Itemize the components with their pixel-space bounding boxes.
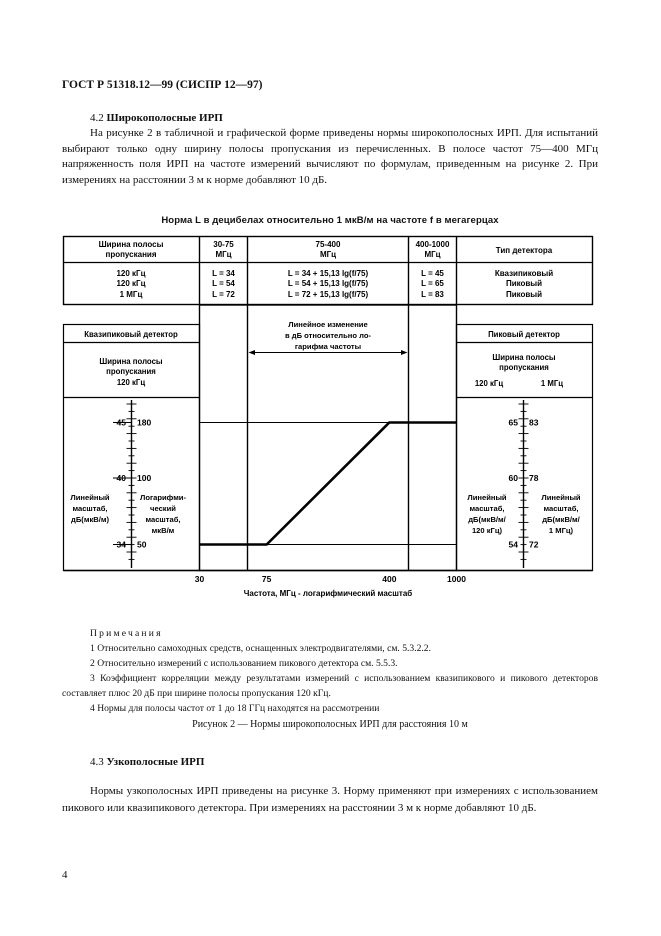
left-log-label-l4: мкВ/м — [151, 526, 175, 535]
left-log-tick-label: 50 — [137, 539, 147, 550]
figure-title: Норма L в децибелах относительно 1 мкВ/м на частоте f в мегагерцах — [161, 215, 499, 226]
hdr-f3-line1: 400-1000 — [415, 240, 450, 249]
section-4-3-paragraph: Нормы узкополосных ИРП приведены на рисунке 3. Норму применяют при измерениях с использованием пикового или квазипикового детектора. При измерениях на расстоянии 3 м к норме добавляют 10 дБ. — [62, 785, 598, 814]
f2-cell: L = 54 + 15,13 lg(f/75) — [287, 279, 369, 288]
hdr-f1-line1: 30-75 — [213, 240, 234, 249]
right-scale1-label-l2: масштаб, — [469, 504, 505, 513]
bandwidth-cell: 1 МГц — [119, 290, 143, 299]
notes-heading: Примечания — [90, 628, 163, 639]
left-log-label-l3: масштаб, — [145, 515, 181, 524]
left-linear-label-l2: масштаб, — [72, 504, 108, 513]
hdr-detector: Тип детектора — [495, 246, 553, 255]
left-linear-label-l3: дБ(мкВ/м) — [71, 515, 109, 524]
right-120k-tick-label: 65 — [508, 417, 518, 428]
arrow-head-left — [249, 350, 256, 355]
f2-cell: L = 72 + 15,13 lg(f/75) — [287, 290, 369, 299]
notes-list — [62, 641, 598, 716]
figure-caption: Рисунок 2 — Нормы широкополосных ИРП для расстояния 10 м — [192, 719, 468, 730]
left-log-tick-label: 180 — [137, 417, 152, 428]
left-detector-label: Квазипиковый детектор — [84, 330, 178, 339]
left-linear-tick-label: 40 — [116, 472, 126, 483]
left-log-label-l2: ческий — [150, 504, 176, 513]
hdr-bandwidth-line2: пропускания — [105, 250, 157, 259]
left-linear-tick-label: 34 — [116, 539, 126, 550]
x-tick-label: 75 — [261, 574, 272, 584]
f1-cell: L = 34 — [212, 269, 235, 278]
f3-cell: L = 83 — [421, 290, 444, 299]
x-axis-label: Частота, МГц - логарифмический масштаб — [243, 589, 413, 598]
hdr-f1-line2: МГц — [215, 250, 232, 259]
page-number: 4 — [62, 869, 68, 881]
section-4-2-paragraph: На рисунке 2 в табличной и графической форме приведены нормы широкополосных ИРП. Для испытаний выбирают только одну ширину полосы пропускания из перечисленных. В полосе частот 75—400 МГц напряженность поля ИРП на частоте измерений вычисляют по формулам, приведенным на рисунке 2. При измерениях на расстоянии 3 м к норме добавляют 10 дБ. — [62, 127, 598, 186]
note-item: 2 Относительно измерений с использованием пикового детектора см. 5.5.3. — [90, 658, 398, 669]
x-tick-label: 400 — [382, 574, 397, 584]
right-1m-tick-label: 78 — [529, 472, 539, 483]
document-header: ГОСТ Р 51318.12—99 (СИСПР 12—97) — [62, 79, 263, 91]
section-title: Широкополосные ИРП — [106, 112, 223, 124]
detector-cell: Квазипиковый — [494, 269, 554, 278]
right-scale2-label-l2: масштаб, — [543, 504, 579, 513]
right-1m-tick-label: 72 — [529, 539, 539, 550]
section-number: 4.2 — [90, 112, 104, 124]
left-bandwidth-value: 120 кГц — [116, 378, 146, 387]
section-number: 4.3 — [90, 756, 104, 768]
right-scale1-label-l1: Линейный — [467, 493, 507, 502]
f1-cell: L = 72 — [212, 290, 235, 299]
right-scale1-label-l4: 120 кГц) — [471, 526, 503, 535]
right-detector-label: Пиковый детектор — [488, 330, 560, 339]
left-log-tick-label: 100 — [137, 472, 152, 483]
detector-cell: Пиковый — [505, 290, 543, 299]
limit-series-line — [200, 423, 457, 545]
right-scale2-label-l3: дБ(мкВ/м/ — [542, 515, 580, 524]
left-linear-tick-label: 45 — [116, 417, 126, 428]
hdr-f3-line2: МГц — [424, 250, 441, 259]
note-item: 4 Нормы для полосы частот от 1 до 18 ГГц находятся на рассмотрении — [90, 703, 380, 714]
bandwidth-cell: 120 кГц — [116, 279, 146, 288]
section-title: Узкополосные ИРП — [106, 756, 205, 768]
left-bandwidth-line2: пропускания — [106, 367, 156, 376]
bandwidth-cell: 120 кГц — [116, 269, 146, 278]
left-linear-label-l1: Линейный — [70, 493, 110, 502]
right-col1-label: 120 кГц — [474, 379, 504, 388]
annotation-l1: Линейное изменение — [288, 320, 368, 329]
section-4-3-heading — [90, 756, 204, 768]
f1-cell: L = 54 — [212, 279, 235, 288]
right-scale2-label-l1: Линейный — [541, 493, 581, 502]
x-tick-label: 30 — [194, 574, 205, 584]
note-item: 3 Коэффициент корреляции между результатами измерений с использованием квазипикового и пикового детекторов составляет плюс 20 дБ при ширине полосы пропускания 120 кГц. — [62, 673, 598, 699]
right-1m-tick-label: 83 — [529, 417, 539, 428]
f2-cell: L = 34 + 15,13 lg(f/75) — [287, 269, 369, 278]
annotation-l3: гарифма частоты — [294, 342, 362, 351]
right-col2-label: 1 МГц — [540, 379, 564, 388]
annotation-l2: в дБ относительно ло- — [284, 331, 372, 340]
detector-cell: Пиковый — [505, 279, 543, 288]
hdr-f2-line2: МГц — [319, 250, 337, 259]
right-scale2-label-l4: 1 МГц) — [548, 526, 574, 535]
right-bandwidth-line1: Ширина полосы — [492, 353, 556, 362]
right-scale1-label-l3: дБ(мкВ/м/ — [468, 515, 506, 524]
hdr-bandwidth-line1: Ширина полосы — [98, 240, 164, 249]
hdr-f2-line1: 75-400 — [315, 240, 341, 249]
f3-cell: L = 65 — [421, 279, 444, 288]
f3-cell: L = 45 — [421, 269, 444, 278]
left-log-label-l1: Логарифми- — [139, 493, 187, 502]
right-120k-tick-label: 54 — [508, 539, 518, 550]
right-120k-tick-label: 60 — [508, 472, 518, 483]
left-bandwidth-line1: Ширина полосы — [99, 357, 163, 366]
right-bandwidth-line2: пропускания — [499, 363, 549, 372]
arrow-head-right — [401, 350, 408, 355]
x-tick-label: 1000 — [447, 574, 466, 584]
note-item: 1 Относительно самоходных средств, оснащенных электродвигателями, см. 5.3.2.2. — [90, 643, 431, 654]
